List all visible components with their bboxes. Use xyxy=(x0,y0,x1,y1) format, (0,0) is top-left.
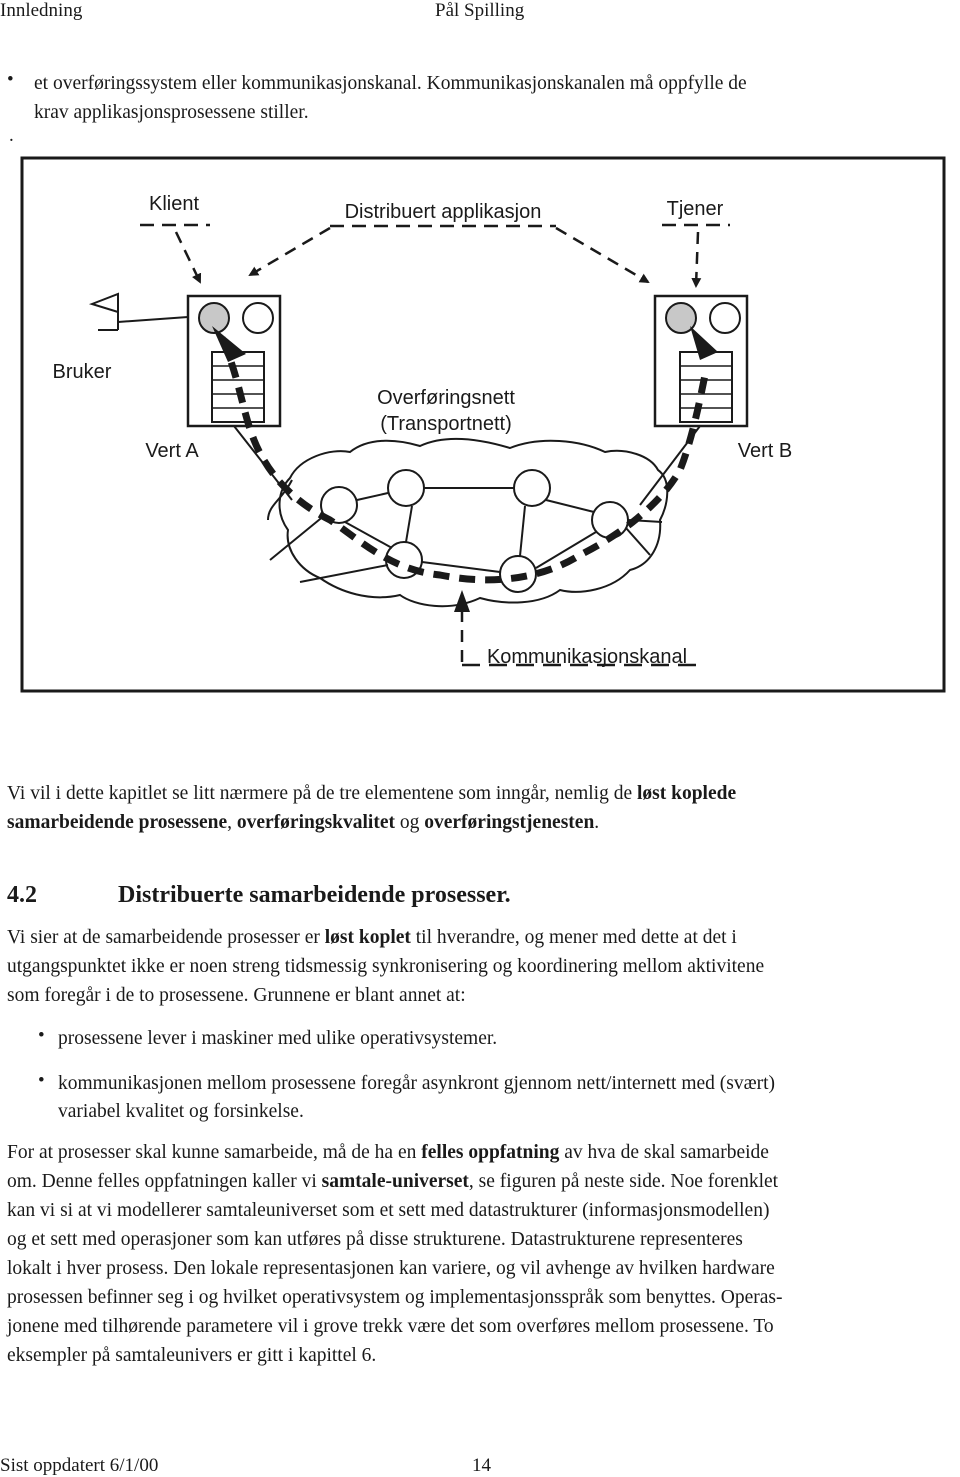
section-title: Distribuerte samarbeidende prosesser. xyxy=(118,882,511,908)
arrow-dist-right xyxy=(556,228,648,282)
intro-bullet-line-1: et overføringssystem eller kommunikasjonskanal. Kommunikasjonskanalen må oppfylle de xyxy=(34,73,747,94)
section-number: 4.2 xyxy=(7,882,37,908)
bullet-dot: • xyxy=(38,1070,45,1091)
paragraph-intro: Vi vil i dette kapitlet se litt nærmere på de tre elementene som inngår, nemlig de løst koplede samarbeidende prosessene, overføringskvalitet og overføringstjenesten. xyxy=(7,783,737,833)
intro-bullet-line-2: krav applikasjonsprosessene stiller. xyxy=(34,102,309,123)
label-kommunikasjonskanal: Kommunikasjonskanal xyxy=(486,646,688,668)
running-header-chapter: Innledning xyxy=(0,0,83,21)
arrow-klient xyxy=(176,232,200,282)
communication-channel xyxy=(222,338,706,580)
network-node xyxy=(592,502,628,538)
network-node xyxy=(388,470,424,506)
host-a-process xyxy=(243,303,273,333)
network-diagram xyxy=(0,0,960,700)
paragraph-shared-understanding: For at prosesser skal kunne samarbeide, må de ha en felles oppfatning av hva de skal samarbeide om. Denne felles oppfatningen kaller vi samtale-universet, se figuren på neste side. Noe forenklet kan vi si at vi modellerer samtaleuniverset som et sett med datastrukturer (informasjonsmodellen) og et sett med operasjoner som kan utføres på disse strukturene. Datastrukturene representeres lokalt i hver prosess. Den lokale representasjonen kan variere, og vil avhenge av hvilken hardware prosessen befinner seg i og hvilket operativsystem og implementasjonsspråk som benyttes. Operas- jonene med tilhørende parametere vil i grove trekk være det som overføres mellom prosessene. To eksempler på samtaleunivers er gitt i kapittel 6. xyxy=(7,1142,783,1366)
host-a-stack xyxy=(212,352,264,422)
label-overforingsnett: Overføringsnett xyxy=(377,387,515,409)
arrow-tjener xyxy=(696,232,698,286)
bullet-item: prosessene lever i maskiner med ulike operativsystemer. xyxy=(58,1028,498,1049)
arrow-dist-left xyxy=(250,228,330,275)
page-number: 14 xyxy=(472,1455,491,1476)
footer-updated: Sist oppdatert 6/1/00 xyxy=(0,1455,159,1476)
paragraph-loose-coupling: Vi sier at de samarbeidende prosesser er løst koplet til hverandre, og mener med dette at det i utgangspunktet ikke er noen streng tidsmessig synkronisering og koordinering mellom aktivitene som foregår i de to prosessene. Grunnene er blant annet at: xyxy=(7,927,765,1006)
label-vert-b: Vert B xyxy=(737,440,793,462)
bruker-link xyxy=(118,317,188,322)
bullet-dot: • xyxy=(7,69,14,90)
host-b-process xyxy=(710,303,740,333)
label-klient: Klient xyxy=(148,193,200,215)
stray-mark: . xyxy=(9,125,14,146)
running-header-author: Pål Spilling xyxy=(435,0,525,21)
label-tjener: Tjener xyxy=(666,198,724,220)
label-transportnett: (Transportnett) xyxy=(380,413,512,435)
label-bruker: Bruker xyxy=(52,361,112,383)
label-distribuert-applikasjon: Distribuert applikasjon xyxy=(344,201,542,223)
network-node xyxy=(514,470,550,506)
label-vert-a: Vert A xyxy=(145,440,199,462)
bullet-item: kommunikasjonen mellom prosessene foregår asynkront gjennom nett/internett med (svært) variabel kvalitet og forsinkelse. xyxy=(58,1073,776,1122)
bruker-terminal-icon xyxy=(92,294,118,312)
bullet-dot: • xyxy=(38,1025,45,1046)
